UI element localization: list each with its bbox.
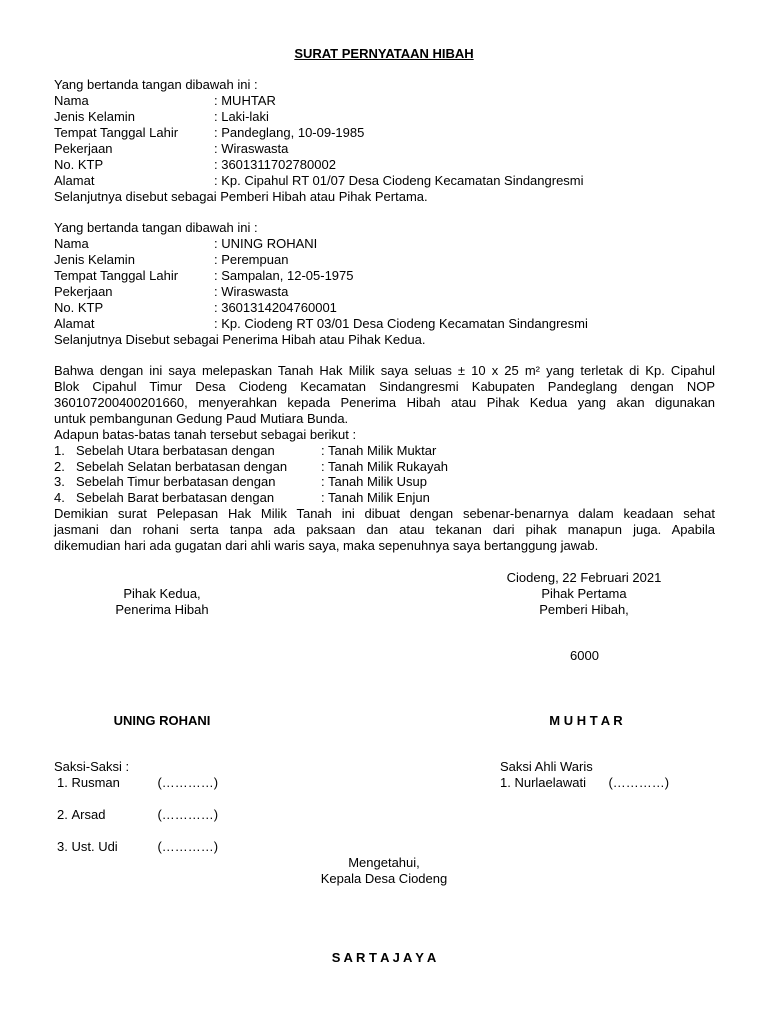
witness-item — [57, 839, 218, 855]
second-party-field — [54, 252, 288, 268]
paragraph-line: jasmani dan rohani serta tanpa ada paksaan dan atau tekanan dari pihak manapun juga. Apabila — [54, 522, 715, 537]
second-party-field — [54, 300, 337, 316]
witness-number: 3. — [57, 839, 68, 854]
witness-number: 1. — [57, 775, 68, 790]
first-party-field — [54, 109, 269, 125]
boundary-number: 4. — [54, 490, 65, 506]
field-label: Pekerjaan — [54, 141, 113, 156]
field-label: Nama — [54, 93, 89, 108]
left-role-1: Pihak Kedua, — [123, 586, 201, 601]
place-date: Ciodeng, 22 Februari 2021 — [506, 570, 662, 585]
boundary-direction: Sebelah Utara berbatasan dengan — [76, 443, 275, 458]
right-role-2: Pemberi Hibah, — [539, 602, 629, 617]
field-label: No. KTP — [54, 300, 104, 315]
field-value: : MUHTAR — [214, 93, 276, 108]
document-title: SURAT PERNYATAAN HIBAH — [294, 46, 474, 61]
first-party-field — [54, 141, 288, 157]
field-value: : Laki-laki — [214, 109, 269, 124]
boundary-value: : Tanah Milik Enjun — [321, 490, 430, 506]
witness-item — [57, 775, 218, 791]
paragraph-line: Bahwa dengan ini saya melepaskan Tanah Hak Milik saya seluas ± 10 x 25 m² yang terletak di Kp. Cipahul — [54, 363, 715, 378]
witness-number: 1. — [500, 775, 511, 790]
boundary-item — [54, 459, 448, 475]
boundary-item — [54, 474, 448, 490]
field-label: Jenis Kelamin — [54, 109, 135, 124]
boundary-direction: Sebelah Timur berbatasan dengan — [76, 474, 276, 490]
second-party-closing: Selanjutnya Disebut sebagai Penerima Hibah atau Pihak Kedua. — [54, 332, 426, 347]
signature-blank: (…………) — [157, 839, 219, 854]
field-label: Nama — [54, 236, 89, 251]
witness-number: 2. — [57, 807, 68, 822]
boundary-number: 2. — [54, 458, 65, 474]
field-value: : Kp. Cipahul RT 01/07 Desa Ciodeng Kecamatan Sindangresmi — [214, 173, 584, 188]
boundary-number: 1. — [54, 443, 65, 458]
first-party-field — [54, 125, 364, 141]
witnesses-title: Saksi-Saksi : — [54, 759, 130, 774]
boundary-item — [54, 443, 448, 459]
witness-name: Nurlaelawati — [514, 775, 587, 790]
field-value: : Pandeglang, 10-09-1985 — [214, 125, 365, 140]
paragraph-line: Blok Cipahul Timur Desa Ciodeng Kecamatan Sindangresmi Kabupaten Pandeglang dengan NOP — [54, 379, 715, 394]
statement-paragraph — [54, 363, 715, 427]
boundary-number: 3. — [54, 474, 65, 490]
paragraph-line: Demikian surat Pelepasan Hak Milik Tanah ini dibuat dengan sebenar-benarnya dalam keadaan sehat — [54, 506, 715, 521]
field-value: : Sampalan, 12-05-1975 — [214, 268, 354, 283]
boundary-direction: Sebelah Barat berbatasan dengan — [76, 490, 275, 506]
field-label: Jenis Kelamin — [54, 252, 135, 267]
field-value: : Perempuan — [214, 252, 289, 267]
boundary-value: : Tanah Milik Usup — [321, 474, 427, 490]
field-label: Alamat — [54, 173, 95, 188]
field-label: Tempat Tanggal Lahir — [54, 125, 179, 140]
second-party-field — [54, 268, 353, 284]
boundaries-intro: Adapun batas-batas tanah tersebut sebagai berikut : — [54, 427, 357, 442]
closing-paragraph — [54, 506, 715, 554]
signature-blank: (…………) — [157, 775, 219, 790]
paragraph-line: dikemudian hari ada gugatan dari ahli waris saya, maka sepenuhnya saya bertanggung jawab. — [54, 538, 599, 553]
heir-witness-title: Saksi Ahli Waris — [500, 759, 593, 774]
field-value: : Kp. Ciodeng RT 03/01 Desa Ciodeng Kecamatan Sindangresmi — [214, 316, 588, 331]
first-party-field — [54, 173, 584, 189]
field-label: Alamat — [54, 316, 95, 331]
first-party-intro: Yang bertanda tangan dibawah ini : — [54, 77, 258, 92]
left-role-2: Penerima Hibah — [115, 602, 209, 617]
first-party-closing: Selanjutnya disebut sebagai Pemberi Hibah atau Pihak Pertama. — [54, 189, 428, 204]
boundary-direction: Sebelah Selatan berbatasan dengan — [76, 458, 288, 474]
acknowledgement-line-1: Mengetahui, — [348, 855, 420, 870]
field-value: : 3601314204760001 — [214, 300, 337, 315]
right-role-1: Pihak Pertama — [541, 586, 627, 601]
field-label: Tempat Tanggal Lahir — [54, 268, 179, 283]
first-party-field — [54, 93, 276, 109]
witness-item — [57, 807, 218, 823]
second-party-intro: Yang bertanda tangan dibawah ini : — [54, 220, 258, 235]
signature-blank: (…………) — [608, 775, 670, 790]
witness-name: Arsad — [71, 807, 106, 822]
paragraph-line: untuk pembangunan Gedung Paud Mutiara Bunda. — [54, 411, 349, 426]
boundary-item — [54, 490, 448, 506]
stamp-value: 6000 — [570, 648, 599, 663]
acknowledgement-line-2: Kepala Desa Ciodeng — [320, 871, 448, 886]
village-head-name: S A R T A J A Y A — [331, 950, 437, 965]
field-label: No. KTP — [54, 157, 104, 172]
first-party-field — [54, 157, 336, 173]
witness-name: Ust. Udi — [71, 839, 118, 854]
paragraph-line: 360107200400201660, menyerahkan kepada Penerima Hibah atau Pihak Kedua yang akan digunakan — [54, 395, 715, 410]
second-party-field — [54, 236, 317, 252]
boundaries-list — [54, 443, 448, 506]
field-label: Pekerjaan — [54, 284, 113, 299]
field-value: : Wiraswasta — [214, 141, 289, 156]
second-party-field — [54, 316, 588, 332]
field-value: : Wiraswasta — [214, 284, 289, 299]
witness-name: Rusman — [71, 775, 120, 790]
right-signer-name: M U H T A R — [549, 713, 623, 728]
heir-witness-item — [500, 775, 669, 791]
boundary-value: : Tanah Milik Muktar — [321, 443, 437, 458]
field-value: : UNING ROHANI — [214, 236, 318, 251]
second-party-field — [54, 284, 288, 300]
boundary-value: : Tanah Milik Rukayah — [321, 458, 448, 474]
field-value: : 3601311702780002 — [214, 157, 336, 172]
signature-blank: (…………) — [157, 807, 219, 822]
left-signer-name: UNING ROHANI — [113, 713, 211, 728]
